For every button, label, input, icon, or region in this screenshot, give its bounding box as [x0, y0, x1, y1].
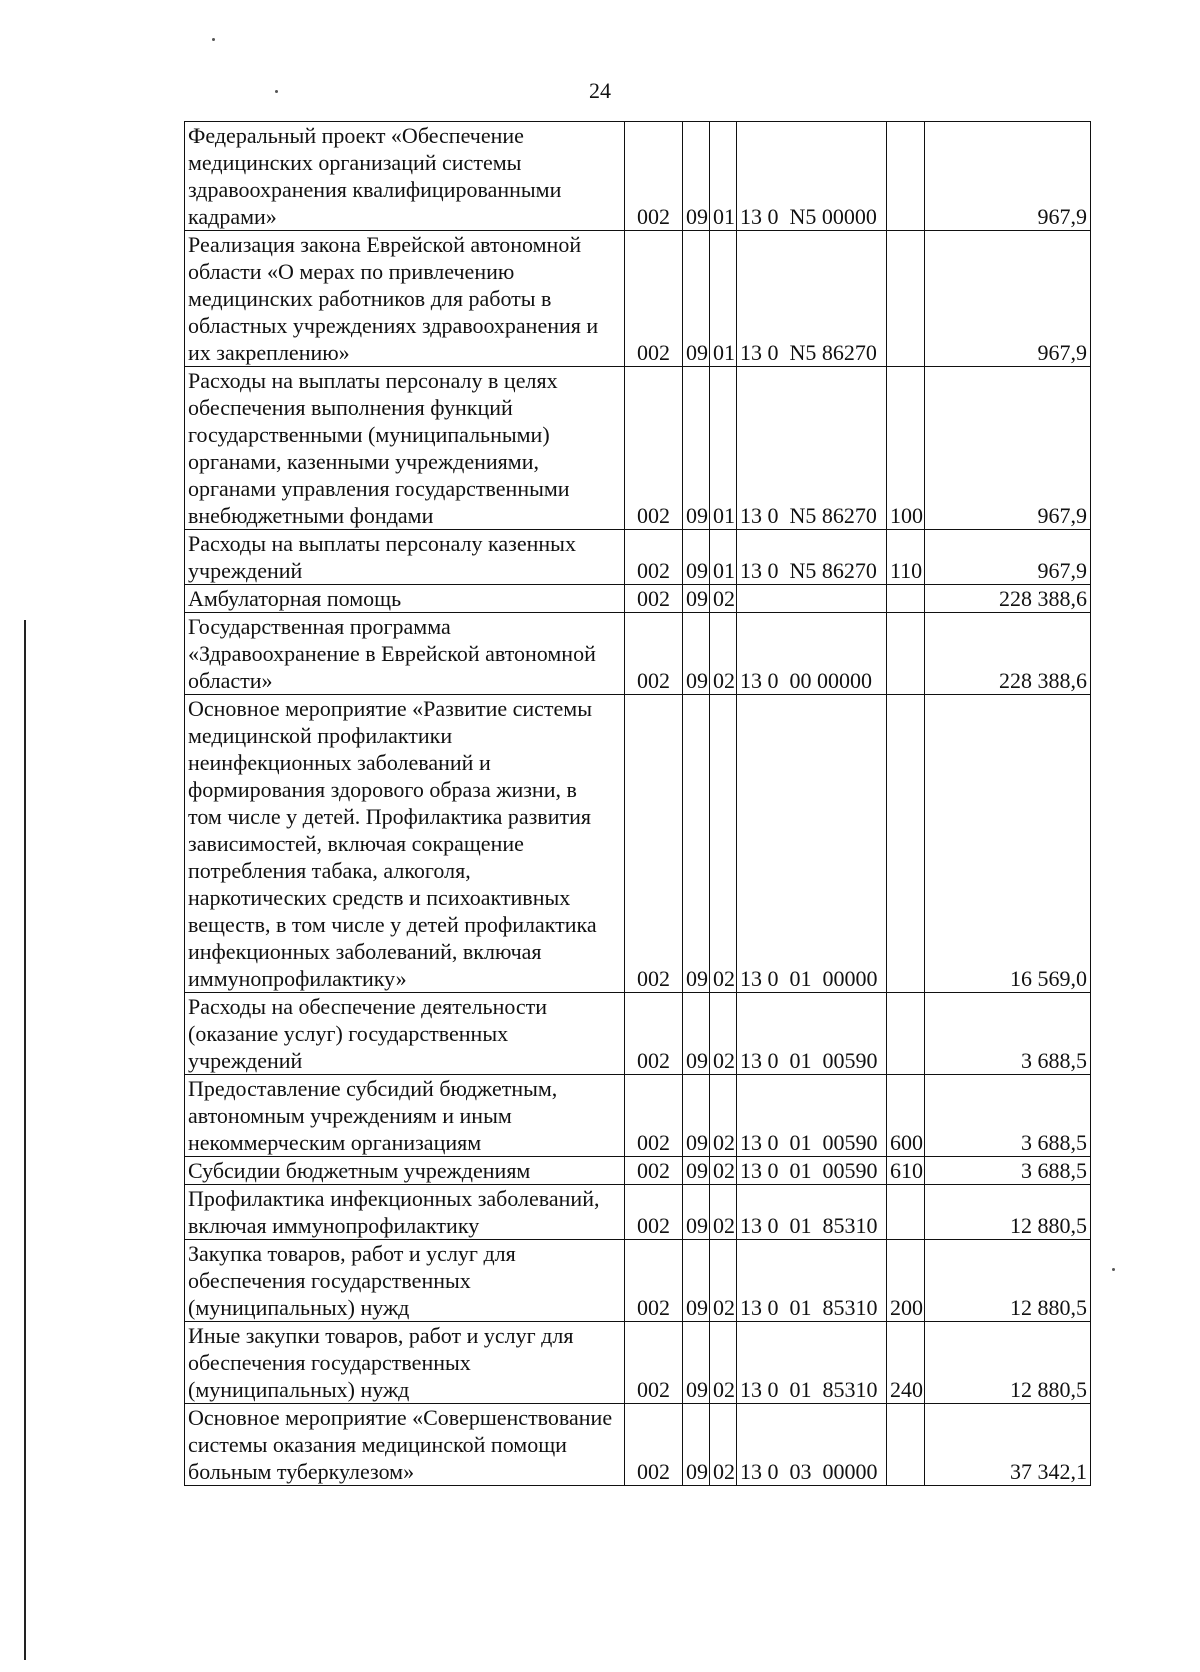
scan-speck [275, 90, 278, 93]
row-name-cell: Иные закупки товаров, работ и услуг для обеспечения государственных (муниципальных) нужд [185, 1322, 625, 1404]
admin-code-cell: 002 [625, 1185, 683, 1240]
amount-cell: 3 688,5 [925, 1157, 1091, 1185]
expense-type-code-cell: 610 [887, 1157, 925, 1185]
row-name-cell: Амбулаторная помощь [185, 585, 625, 613]
row-name-cell: Закупка товаров, работ и услуг для обеспечения государственных (муниципальных) нужд [185, 1240, 625, 1322]
row-name-cell: Расходы на выплаты персоналу казенных учреждений [185, 530, 625, 585]
target-article-code-cell: 13 0 01 00000 [737, 695, 887, 993]
row-name-cell: Основное мероприятие «Развитие системы медицинской профилактики неинфекционных заболеваний и формирования здорового образа жизни, в том числе у детей. Профилактика развития зависимостей, включая сокращение потребления табака, алкоголя, наркотических средств и психоактивных веществ, в том числе у детей профилактика инфекционных заболеваний, включая иммунопрофилактику» [185, 695, 625, 993]
row-name-cell: Расходы на обеспечение деятельности (оказание услуг) государственных учреждений [185, 993, 625, 1075]
subsection-code-cell: 02 [710, 1075, 737, 1157]
subsection-code-cell: 01 [710, 367, 737, 530]
expense-type-code-cell [887, 122, 925, 231]
expense-type-code-cell: 100 [887, 367, 925, 530]
amount-cell: 228 388,6 [925, 585, 1091, 613]
amount-cell: 967,9 [925, 231, 1091, 367]
target-article-code-cell: 13 0 N5 86270 [737, 367, 887, 530]
target-article-code-cell: 13 0 03 00000 [737, 1404, 887, 1486]
subsection-code-cell: 02 [710, 585, 737, 613]
admin-code-cell: 002 [625, 695, 683, 993]
amount-cell: 3 688,5 [925, 1075, 1091, 1157]
target-article-code-cell: 13 0 01 85310 [737, 1240, 887, 1322]
section-code-cell: 09 [683, 993, 710, 1075]
subsection-code-cell: 02 [710, 1322, 737, 1404]
table-row [185, 1404, 1091, 1486]
admin-code-cell: 002 [625, 1240, 683, 1322]
row-name-cell: Расходы на выплаты персоналу в целях обеспечения выполнения функций государственными (муниципальными) органами, казенными учреждениями, органами управления государственными внебюджетными фондами [185, 367, 625, 530]
admin-code-cell: 002 [625, 231, 683, 367]
subsection-code-cell: 01 [710, 530, 737, 585]
target-article-code-cell [737, 585, 887, 613]
table-row [185, 1322, 1091, 1404]
admin-code-cell: 002 [625, 613, 683, 695]
table-row [185, 530, 1091, 585]
section-code-cell: 09 [683, 1185, 710, 1240]
expense-type-code-cell [887, 613, 925, 695]
target-article-code-cell: 13 0 N5 00000 [737, 122, 887, 231]
amount-cell: 12 880,5 [925, 1185, 1091, 1240]
amount-cell: 228 388,6 [925, 613, 1091, 695]
target-article-code-cell: 13 0 01 85310 [737, 1185, 887, 1240]
amount-cell: 16 569,0 [925, 695, 1091, 993]
subsection-code-cell: 01 [710, 231, 737, 367]
target-article-code-cell: 13 0 01 85310 [737, 1322, 887, 1404]
table-row [185, 231, 1091, 367]
admin-code-cell: 002 [625, 1404, 683, 1486]
amount-cell: 967,9 [925, 530, 1091, 585]
table-body [185, 122, 1091, 1486]
section-code-cell: 09 [683, 1322, 710, 1404]
expense-type-code-cell [887, 1185, 925, 1240]
expense-type-code-cell [887, 585, 925, 613]
row-name-cell: Федеральный проект «Обеспечение медицинских организаций системы здравоохранения квалифицированными кадрами» [185, 122, 625, 231]
table-row [185, 613, 1091, 695]
subsection-code-cell: 02 [710, 1240, 737, 1322]
target-article-code-cell: 13 0 N5 86270 [737, 530, 887, 585]
amount-cell: 12 880,5 [925, 1240, 1091, 1322]
expense-type-code-cell [887, 695, 925, 993]
section-code-cell: 09 [683, 367, 710, 530]
subsection-code-cell: 01 [710, 122, 737, 231]
target-article-code-cell: 13 0 00 00000 [737, 613, 887, 695]
section-code-cell: 09 [683, 1157, 710, 1185]
row-name-cell: Государственная программа «Здравоохранение в Еврейской автономной области» [185, 613, 625, 695]
subsection-code-cell: 02 [710, 613, 737, 695]
row-name-cell: Субсидии бюджетным учреждениям [185, 1157, 625, 1185]
expense-type-code-cell [887, 1404, 925, 1486]
scan-speck [1112, 1268, 1115, 1271]
subsection-code-cell: 02 [710, 1404, 737, 1486]
amount-cell: 12 880,5 [925, 1322, 1091, 1404]
section-code-cell: 09 [683, 1075, 710, 1157]
expense-type-code-cell [887, 231, 925, 367]
expense-type-code-cell: 240 [887, 1322, 925, 1404]
expense-type-code-cell: 110 [887, 530, 925, 585]
amount-cell: 967,9 [925, 367, 1091, 530]
section-code-cell: 09 [683, 122, 710, 231]
section-code-cell: 09 [683, 1404, 710, 1486]
table-row [185, 993, 1091, 1075]
admin-code-cell: 002 [625, 1157, 683, 1185]
section-code-cell: 09 [683, 695, 710, 993]
target-article-code-cell: 13 0 N5 86270 [737, 231, 887, 367]
admin-code-cell: 002 [625, 122, 683, 231]
admin-code-cell: 002 [625, 993, 683, 1075]
subsection-code-cell: 02 [710, 695, 737, 993]
admin-code-cell: 002 [625, 367, 683, 530]
table-row [185, 122, 1091, 231]
budget-table [184, 121, 1091, 1486]
row-name-cell: Профилактика инфекционных заболеваний, включая иммунопрофилактику [185, 1185, 625, 1240]
table-row [185, 695, 1091, 993]
table-row [185, 585, 1091, 613]
amount-cell: 37 342,1 [925, 1404, 1091, 1486]
scan-speck [212, 38, 215, 41]
admin-code-cell: 002 [625, 1075, 683, 1157]
table-row [185, 367, 1091, 530]
subsection-code-cell: 02 [710, 1157, 737, 1185]
section-code-cell: 09 [683, 1240, 710, 1322]
table-row [185, 1157, 1091, 1185]
target-article-code-cell: 13 0 01 00590 [737, 1157, 887, 1185]
section-code-cell: 09 [683, 613, 710, 695]
target-article-code-cell: 13 0 01 00590 [737, 993, 887, 1075]
section-code-cell: 09 [683, 231, 710, 367]
subsection-code-cell: 02 [710, 993, 737, 1075]
expense-type-code-cell: 600 [887, 1075, 925, 1157]
section-code-cell: 09 [683, 585, 710, 613]
subsection-code-cell: 02 [710, 1185, 737, 1240]
section-code-cell: 09 [683, 530, 710, 585]
expense-type-code-cell [887, 993, 925, 1075]
amount-cell: 3 688,5 [925, 993, 1091, 1075]
table-row [185, 1075, 1091, 1157]
table-row [185, 1240, 1091, 1322]
table-row [185, 1185, 1091, 1240]
target-article-code-cell: 13 0 01 00590 [737, 1075, 887, 1157]
expense-type-code-cell: 200 [887, 1240, 925, 1322]
row-name-cell: Реализация закона Еврейской автономной области «О мерах по привлечению медицинских работников для работы в областных учреждениях здравоохранения и их закреплению» [185, 231, 625, 367]
admin-code-cell: 002 [625, 530, 683, 585]
row-name-cell: Предоставление субсидий бюджетным, автономным учреждениям и иным некоммерческим организациям [185, 1075, 625, 1157]
admin-code-cell: 002 [625, 1322, 683, 1404]
row-name-cell: Основное мероприятие «Совершенствование системы оказания медицинской помощи больным туберкулезом» [185, 1404, 625, 1486]
amount-cell: 967,9 [925, 122, 1091, 231]
scan-edge-line [24, 620, 26, 1660]
page-number: 24 [589, 78, 611, 103]
admin-code-cell: 002 [625, 585, 683, 613]
